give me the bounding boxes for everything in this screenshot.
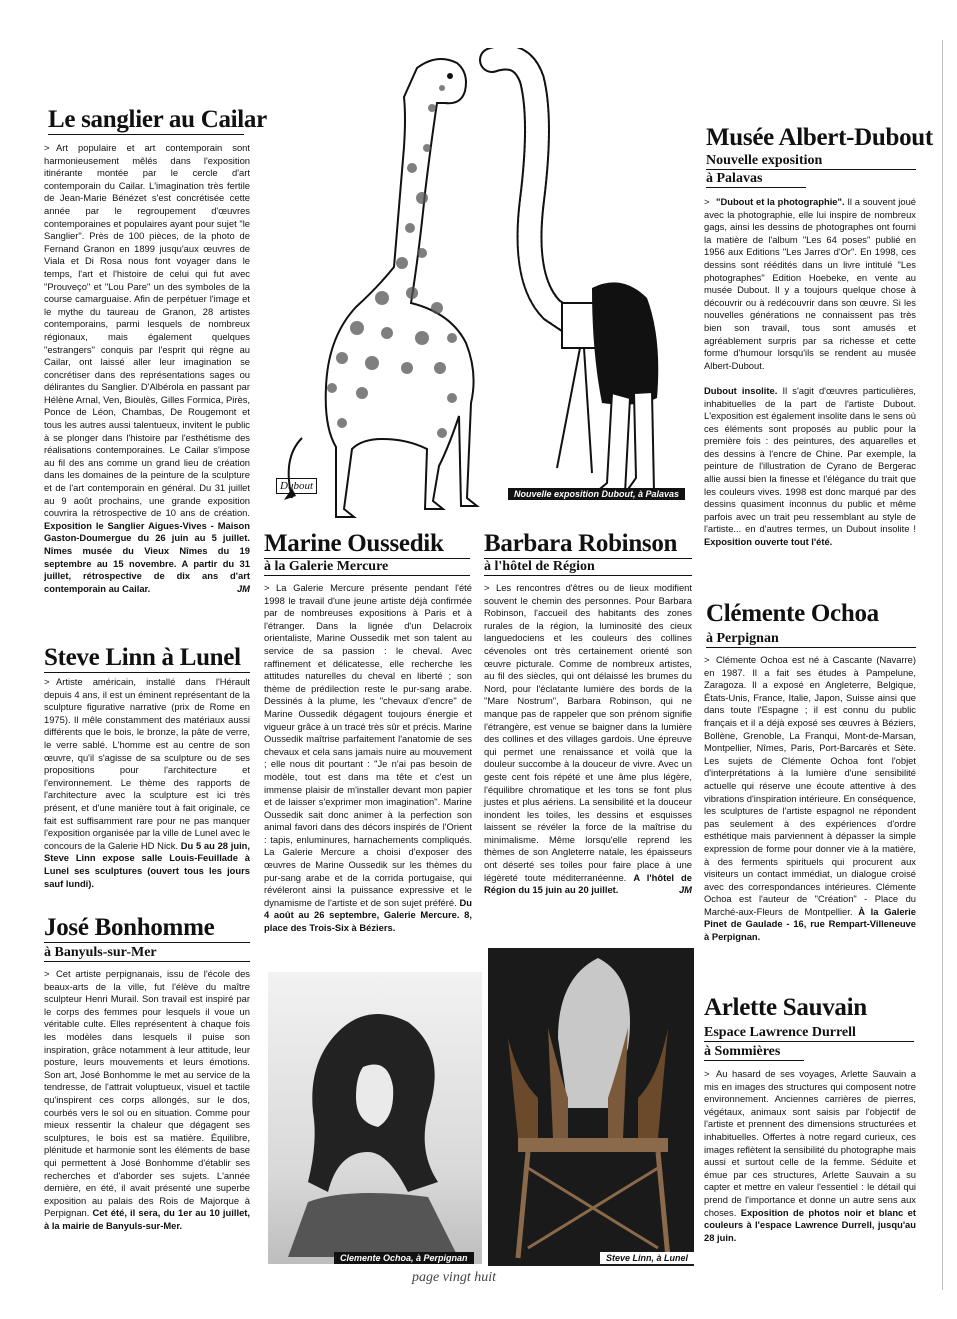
caption-steve: Steve Linn, à Lunel [600,1252,694,1264]
bullet-arrow: > [704,196,710,207]
caption-ochoa: Clemente Ochoa, à Perpignan [334,1252,474,1264]
article-body-jose [44,968,250,1232]
jose-text: Cet artiste perpignanais, issu de l'école des beaux-arts de la ville, fut l'élève du maître sculpteur Henri Murail. Son travail est inspiré par le corps des femmes pour lesquels il voue un véritable culte. Elles représentent à chaque fois les modèles dans lesquels il puise son inspiration, grâce notamment à leur attitude, leur posture, leurs mouvements et leurs émotions. Son art, José Bonhomme le met au service de la tendresse, de l'attrait voluptueux, visuel et tactile qu'inspirent ces corps allongés, sur le dos, courbés vers le sol ou en situation. Comme pour mieux ressentir la chaleur que dégagent ses sculptures, le bois est sa matière. Équilibre, plénitude et harmonie sont les éléments de base qui permettent à José Bonhomme d'établir ses recherches et d'aborder ses sujets. L'année dernière, en été, il avait présenté une superbe exposition au palais des Rois de Majorque à Perpignan. [44,968,250,1219]
dubout-lead-2: Dubout insolite. [704,384,778,396]
marine-end: Du 4 août au 26 septembre, Galerie Mercure. 8, place des Trois-Six à Béziers. [264,896,472,934]
bullet-arrow: > [44,968,50,979]
article-title-clemente: Clémente Ochoa [706,600,879,627]
steve-sculpture-svg [488,948,694,1266]
bullet-arrow: > [44,142,50,153]
article-subtitle-dubout-1: Nouvelle exposition [706,152,916,170]
page-edge-line [942,40,943,1290]
barbara-text: Les rencontres d'êtres ou de lieux modifient souvent le chemin des personnes. Pour Barbara Robinson, l'accueil des habitants des zones rurales de la région, la luminosité des cieux languedociens et les couleurs des collines cévenoles ont très certainement orienté son œuvre picturale. Comme de nombreux artistes, au fil des siècles, qui ont délaissé les brumes du Nord, pour l'éclatante lumière des bords de la "Mare Nostrum", Barbara Robinson, qui ne manque pas de rappeler que son prénom signifie l'étrangère, est venue se baigner dans la lumière des collines et des villages gardois. Une épreuve qui permet une renaissance et voilà que la douleur succombe à la douceur de vivre. Avec un geste cent fois répété et une âme plus légère, l'équilibre chromatique et les tons se font plus justes et plus aériens. La sensibilité et la douceur inondent les toiles, les dessins et esquisses laissent se révéler la force de la maîtrise du minimalisme. Même lorsqu'elle reprend les thèmes de son Angleterre natale, les épaisseurs ont déserté ses toiles pour faire place à une légèreté toute méditerranéenne. [484,582,692,883]
arlette-end: Exposition de photos noir et blanc et couleurs à l'espace Lawrence Durrell, jusqu'au 28 juin. [704,1206,916,1243]
bullet-arrow: > [264,582,270,593]
article-body-arlette [704,1068,916,1244]
sanglier-signature: JM [236,582,250,594]
jose-end: Cet été, il sera, du 1er au 10 juillet, à la mairie de Banyuls-sur-Mer. [44,1207,251,1231]
photo-steve-linn-sculpture [488,948,694,1266]
arlette-text: Au hasard de ses voyages, Arlette Sauvain a mis en images des structures qui composent notre environnement. Anciennes carrières de pierres, végétaux, animaux sont saisis par l'objectif de l'artiste et prennent des dimensions structurées et inhabituelles. Offertes à notre regard curieux, ces images reflètent la sensibilité du photographe mais aussi et surtout celle de la femme. Séduite et émue par ces structures, Arlette Sauvain a su capter et mettre en valeur l'essentiel : le détail qui prend de l'importance et donne un autre sens aux choses. [704,1068,916,1218]
barbara-end: A l'hôtel de Région du 15 juin au 20 juillet. [484,871,692,896]
page-number: page vingt huit [412,1270,496,1285]
article-title-arlette: Arlette Sauvain [704,994,867,1021]
barbara-signature: JM [678,884,692,896]
dubout-text-2: Il s'agit d'œuvres particulières, inhabituelles de la part de l'artiste Dubout. L'exposition est également insolite dans le sens où ces éléments sont proposés au public pour la première fois : des peintures, des aquarelles et des dessins à l'encre de Chine. Par exemple, la peinture de l'illustration de Cyrano de Bergerac allie aussi bien la finesse et l'élégance du trait que les couleurs vives. 1998 est donc marqué par des dessins quasiment inconnus du public et même parfois avec un trait peu ressemblant au style de l'artiste... en d'autres termes, un Dubout insolite ! [704,384,917,535]
article-body-marine [264,582,472,935]
clemente-end: À la Galerie Pinet de Gaulade - 16, rue Rempart-Villeneuve à Perpignan. [704,905,916,943]
article-subtitle-clemente: à Perpignan [706,630,916,648]
article-title-sanglier: Le sanglier au Cailar [48,106,267,133]
steve-end: Du 5 au 28 juin, Steve Linn expose salle Louis-Feuillade à Lunel ses sculptures (ouvert tous les jours sauf lundi). [44,839,251,889]
clemente-text: Clémente Ochoa est né à Cascante (Navarre) en 1987. Il a fait ses études à Pampelune, Zaragoza. Il a exposé en Angleterre, Belgique, États-Unis, France, Italie, Japon, Suisse ainsi que dans toute l'Espagne ; il est connu du public français et il a déjà exposé ses œuvres à Béziers, Bollène, Grenoble, La Franqui, Mont-de-Marsan, Montpellier, Nîmes, Paris, Port-Barcarès et Sète. Les sujets de Clémente Ochoa font l'objet d'interprétations à la lumière d'une sensibilité actuelle qui réserve une écoute attentive à des vibrations d'inspiration intérieure. En conséquence, les sculptures de l'artiste espagnol ne répondent pas seulement à des expériences d'ordre esthétique mais parviennent à dépasser la simple expression de forme pour donner vie à la matière, à des ferments spirituels qui procurent aux visiteurs un contact immédiat, un dialogue croisé avec des correspondances intérieures. Clémente Ochoa est l'auteur de "Création" - Place du Marché-aux-Fleurs de Montpellier. [704,654,916,917]
article-title-marine: Marine Oussedik [264,530,470,559]
photo-ochoa-sculpture [268,972,482,1264]
dubout-text-1: Il a souvent joué avec la photographie, elle lui inspire de nombreux gags, ainsi les dessins de photographes ont fourni la matière de l'album "Les 64 poses" publié en 1956 aux Editions "Les Jarres d'Or". En 1998, ces dessins sont réédités dans un livre intitulé "Les photographes" Edition Hoebeke, en vente au musée Dubout. Il y a toujours quelque chose à découvrir ou à redécouvrir dans son œuvre. Si les nouvelles générations ne connaissent pas très bien son travail, tous sont amusés et agréablement surpris par sa richesse et cette forme d'humour lorsqu'ils se rendent au musée Albert-Dubout. [704,196,916,371]
article-subtitle-marine: à la Galerie Mercure [264,558,470,576]
giraffe-drawing-svg [262,48,702,518]
article-body-clemente [704,654,916,944]
article-body-steve [44,676,250,890]
article-title-jose: José Bonhomme [44,914,250,943]
caption-dubout: Nouvelle exposition Dubout, à Palavas [508,488,685,500]
bullet-arrow: > [44,676,50,687]
marine-text: La Galerie Mercure présente pendant l'été 1998 le travail d'une jeune artiste déjà confirmée par de nombreuses expositions à Paris et à l'étranger. Dans la lignée d'un Delacroix orientaliste, Marine Oussedik met son talent au service de sa passion : le cheval. Avec raffinement et délicatesse, elle recherche les attitudes naturelles du cheval en liberté ; son thème de prédilection reste le pur-sang arabe. Dessinés à la plume, les "chevaux d'encre" de Marine Oussedik dégagent toujours énergie et vigueur grâce à un tracé très sûr et précis. Marine Oussedik maîtrise parfaitement l'anatomie de ses chevaux et cela sans jamais nuire au mouvement ; elle nous dit pourtant : "Je n'ai pas besoin de modèle, tout est dans ma tête et c'est un immense plaisir de m'installer devant mon papier et de laisser s'exprimer mon imagination". Marine Oussedik sait donc animer à la perfection son animal favori dans des décors inspirés de l'Orient : tapis, enluminures, harnachements compliqués. La Galerie Mercure a choisi d'exposer des œuvres de Marine Oussedik sur les thèmes du pur-sang arabe et de la corrida portugaise, qui révéleront ainsi la puissance expressive et le dynamisme de l'artiste et de son sujet préféré. [264,582,472,908]
article-body-barbara [484,582,692,897]
article-subtitle-dubout-2: à Palavas [706,170,806,188]
ochoa-sculpture-svg [268,972,482,1264]
dubout-end: Exposition ouverte tout l'été. [704,536,833,548]
steve-text: Artiste américain, installé dans l'Hérault depuis 4 ans, il est un éminent représentant de la sculpture figurative narrative (prix de Rome en 1975). Il mêle constamment des matériaux aussi différents que le bois, le bronze, la pâte de verre, le verre sablé. L'homme est au centre de son œuvre, qu'il s'agisse de sa sculpture ou de ses propositions pour l'architecture et l'environnement. Le thème des rapports de l'architecture avec la sculpture est ici très présent, et d'une manière tout à fait originale, ce fait est suffisamment rare pour ne pas manquer l'exposition organisée par la ville de Lunel avec le concours de la Galerie HD Nick. [44,676,250,851]
bullet-arrow: > [484,582,490,593]
bullet-arrow: > [704,654,710,665]
sanglier-text: Art populaire et art contemporain sont harmonieusement mêlés dans l'exposition itinérante montée par le cercle d'art contemporain du Cailar. L'imagination très fertile de Jean-Marie Bénézet s'est concrétisée cette année par le regroupement d'œuvres contemporaines et populaires ayant pour sujet "le Sanglier". Près de 100 pièces, de la photo de Fernand Granon en 1899 jusqu'aux œuvres de Viala et Di Rosa nous font voyager dans le temps, l'art et l'histoire de celui qui fut avec "Prouveço" et "Lou Pare" un des symboles de la course camarguaise. Afin de perpétuer l'image et le mythe du taureau de Granon, 28 artistes contemporains, parmi lesquels de nombreux régionaux, mais également quelques "estrangers" conquis par l'esprit qui règne au Cailar, ont laissé aller leur imagination se concrétiser dans des représentations sages ou délirantes du Sanglier. D'Albérola en passant par Hélène Arnal, Ven, Bioulès, Gilles Formica, Pirès, Ponce de Léon, Chambas, De Rougemont et tous les autres aussi talentueux, invitent le public à se plonger dans l'histoire par l'esthétisme des réalisations contemporaines. Le Cailar s'impose au fil des ans comme un grand lieu de création dans les domaines de la peinture de la sculpture et de l'art contemporain en général. Du 31 juillet au 9 août prochains, une grande exposition couvrira la rétrospective de 10 ans de création. [44,142,250,519]
article-subtitle-barbara: à l'hôtel de Région [484,558,692,576]
giraffe-photographer-illustration [262,48,702,518]
article-subtitle-jose: à Banyuls-sur-Mer [44,944,250,962]
sanglier-end: Exposition le Sanglier Aigues-Vives - Maison Gaston-Doumergue du 26 juin au 5 juillet. Nîmes musée du Vieux Nîmes du 19 septembre au 15 novembre. A partir du 31 juillet, rétrospective de dix ans d'art contemporain au Cailar. [44,519,250,594]
article-title-barbara: Barbara Robinson [484,530,692,559]
article-subtitle-arlette-1: Espace Lawrence Durrell [704,1024,914,1042]
illustration-signature: Dubout [276,478,317,494]
article-title-dubout: Musée Albert-Dubout [706,124,933,151]
article-subtitle-arlette-2: à Sommières [704,1043,804,1061]
article-body-dubout [704,196,916,549]
bullet-arrow: > [704,1068,710,1079]
dubout-lead-1: "Dubout et la photographie". [716,196,845,207]
article-body-sanglier [44,142,250,595]
article-title-steve: Steve Linn à Lunel [44,644,250,673]
